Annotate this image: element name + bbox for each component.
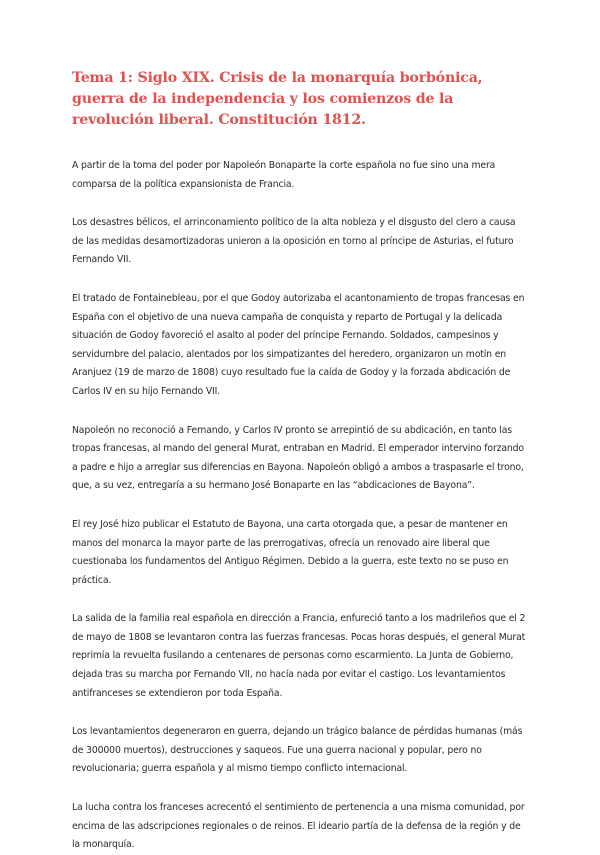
document-title: Tema 1: Siglo XIX. Crisis de la monarquía borbónica, guerra de la independencia y los comienzos de la revolución liberal. Constitución 1812. [72, 70, 483, 128]
paragraph-national-sentiment: La lucha contra los franceses acrecentó el sentimiento de pertenencia a una misma comunidad, por encima de las adscripciones regionales o de reinos. El ideario partía de la defensa de la región y de la monarquía. [72, 802, 525, 851]
paragraph-napoleon-court: A partir de la toma del poder por Napoleón Bonaparte la corte española no fue sino una mera comparsa de la política expansionista de Francia. [72, 160, 496, 190]
paragraph-fontainebleau-aranjuez: El tratado de Fontainebleau, por el que Godoy autorizaba el acantonamiento de tropas francesas en España con el objetivo de una nueva campaña de conquista y reparto de Portugal y la delicada situación de Godoy favoreció el asalto al poder del príncipe Fernando. Soldados, campesinos y servidumbre del palacio, alentados por los simpatizantes del heredero, organizaron un motín en Aranjuez (19 de marzo de 1808) cuyo resultado fue la caída de Godoy y la forzada abdicación de Carlos IV en su hijo Fernando VII. [72, 292, 525, 397]
paragraph-estatuto-bayona: El rey José hizo publicar el Estatuto de Bayona, una carta otorgada que, a pesar de mantener en manos del monarca la mayor parte de las prerrogativas, ofrecía un renovado aire liberal que cuestionaba los fundamentos del Antiguo Régimen. Debido a la guerra, este texto no se puso en práctica. [72, 518, 509, 586]
paragraph-bayona-abdications: Napoleón no reconoció a Fernando, y Carlos IV pronto se arrepintió de su abdicación, en tanto las tropas francesas, al mando del general Murat, entraban en Madrid. El emperador intervino forzando a padre e hijo a arreglar sus diferencias en Bayona. Napoleón obligó a ambos a traspasarle el trono, que, a su vez, entregaría a su hermano José Bonaparte en las “abdicaciones de Bayona”. [72, 424, 524, 492]
paragraph-dos-de-mayo: La salida de la familia real española en dirección a Francia, enfureció tanto a los madrileños que el 2 de mayo de 1808 se levantaron contra las fuerzas francesas. Pocas horas después, el general Murat reprimía la revuelta fusilando a centenares de personas como escarmiento. La Junta de Gobierno, dejada tras su marcha por Fernando VII, no hacía nada por evitar el castigo. Los levantamientos antifranceses se extendieron por toda España. [72, 613, 526, 699]
paragraph-war-balance: Los levantamientos degeneraron en guerra, dejando un trágico balance de pérdidas humanas (más de 300000 muertos), destrucciones y saqueos. Fue una guerra nacional y popular, pero no revolucionaria; guerra española y al mismo tiempo conflicto internacional. [72, 726, 523, 775]
paragraph-opposition: Los desastres bélicos, el arrinconamiento político de la alta nobleza y el disgusto del clero a causa de las medidas desamortizadoras unieron a la oposición en torno al príncipe de Asturias, el futuro Fernando VII. [72, 217, 516, 266]
